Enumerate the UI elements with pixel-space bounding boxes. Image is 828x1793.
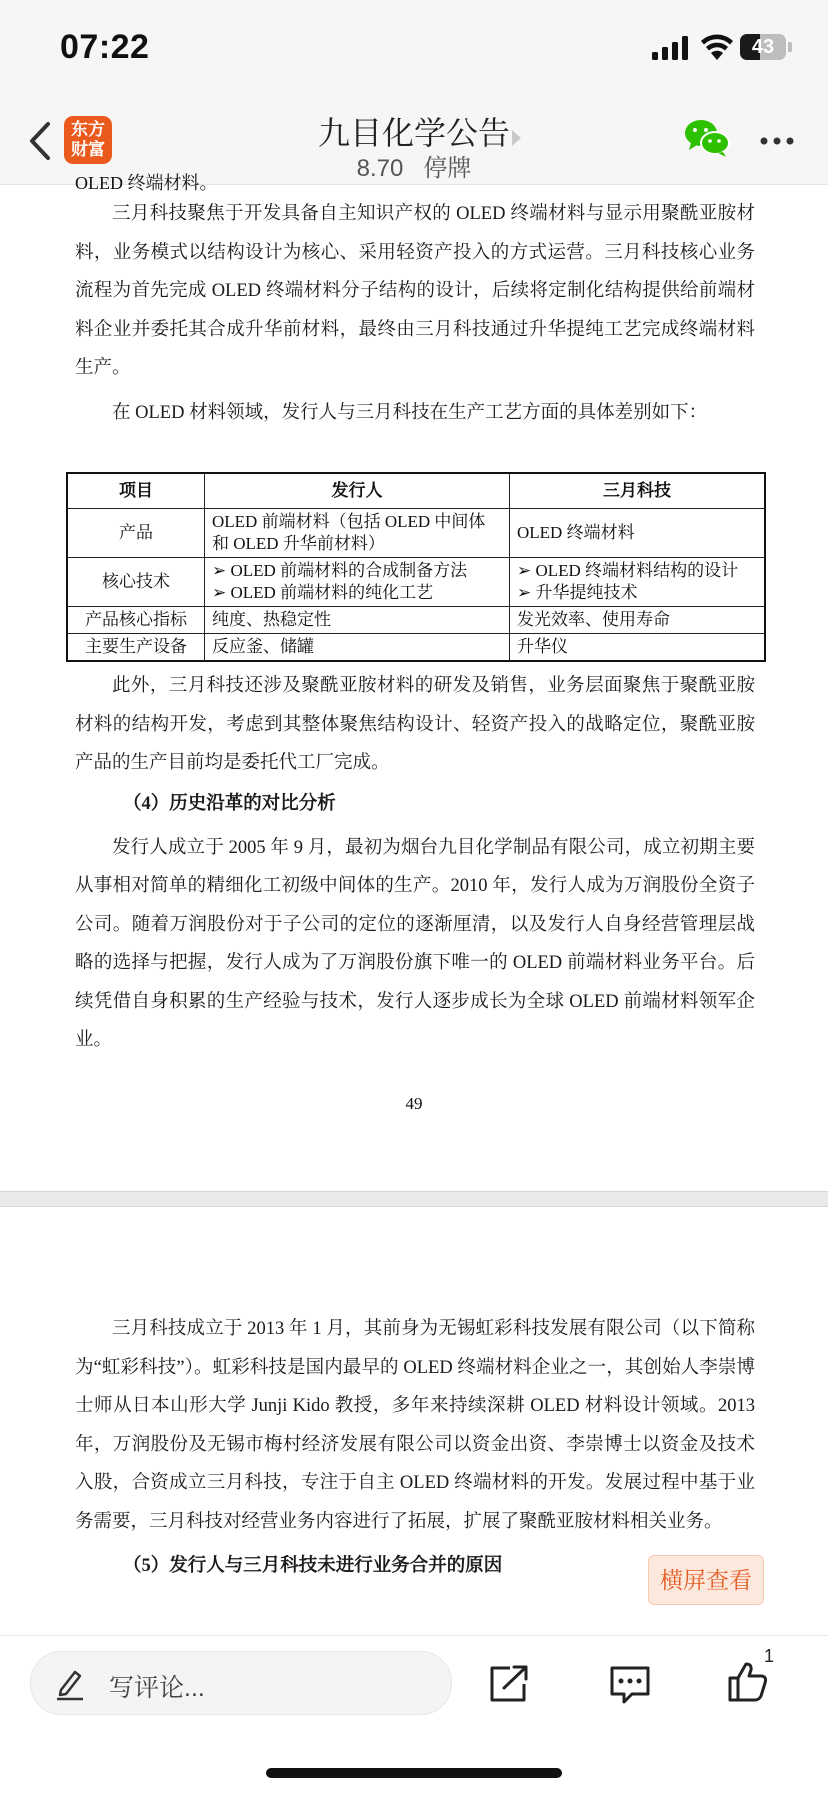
logo-line-2: 财富 [71, 140, 105, 159]
paragraph: 发行人成立于 2005 年 9 月，最初为烟台九目化学制品有限公司，成立初期主要从事相对简单的精细化工初级中间体的生产。2010 年，发行人成为万润股份全资子公司。随着万润股份对于子公司的定位的逐渐厘清，以及发行人自身经营管理层战略的选择与把握，发行人成为了万润股份旗下唯一的 OLED 前端材料业务平台。后续凭借自身积累的生产经验与技术，发行人逐步成长为全球 OLED 前端材料领军企业。 [75, 837, 755, 1050]
table-cell-issuer [205, 558, 510, 607]
page-50 [75, 1310, 755, 1585]
wechat-share-icon[interactable] [684, 118, 730, 158]
page-separator [0, 1191, 828, 1207]
section-heading: （5）发行人与三月科技未进行业务合并的原因 [123, 1556, 503, 1576]
comments-icon[interactable] [608, 1664, 652, 1704]
table-cell-line: ➢ OLED 前端材料的合成制备方法 [212, 561, 468, 580]
like-count: 1 [764, 1646, 775, 1666]
paragraph: 三月科技成立于 2013 年 1 月，其前身为无锡虹彩科技发展有限公司（以下简称为“虹彩科技”）。虹彩科技是国内最早的 OLED 终端材料企业之一，其创始人李崇博士师从日本山形大学 Junji Kido 教授，多年来持续深耕 OLED 材料设计领域。2013 年，万润股份及无锡市梅村经济发展有限公司以资金出资、李崇博士以资金及技术入股，合资成立三月科技，专注于自主 OLED 终端材料的开发。发展过程中基于业务需要，三月科技对经营业务内容进行了拓展，扩展了聚酰亚胺材料相关业务。 [75, 1319, 755, 1532]
table-cell-line: 升华仪 [517, 637, 568, 656]
comment-placeholder: 写评论... [109, 1674, 205, 1702]
section-heading: （4）历史沿革的对比分析 [123, 793, 336, 814]
table-cell-item: 产品核心指标 [67, 607, 205, 634]
battery-tip [788, 42, 792, 52]
comparison-table-wrap [66, 472, 766, 662]
table-cell-line: 反应釜、储罐 [212, 637, 314, 656]
table-cell-item: 核心技术 [67, 558, 205, 607]
table-cell-line: ➢ OLED 终端材料结构的设计 [517, 561, 739, 580]
comment-input[interactable] [30, 1651, 452, 1715]
pencil-icon [55, 1666, 85, 1700]
table-cell-item: 产品 [67, 509, 205, 558]
table-row [67, 634, 765, 662]
page-number: 49 [405, 1094, 423, 1113]
table-cell-sanyue [510, 558, 766, 607]
paragraph: 在 OLED 材料领域，发行人与三月科技在生产工艺方面的具体差别如下： [112, 402, 708, 423]
table-header: 三月科技 [510, 473, 766, 509]
paragraph: 三月科技聚焦于开发具备自主知识产权的 OLED 终端材料与显示用聚酰亚胺材料，业务模式以结构设计为核心、采用轻资产投入的方式运营。三月科技核心业务流程为首先完成 OLED 终端材料分子结构的设计，后续将定制化结构提供给前端材料企业并委托其合成升华前材料，最终由三月科技通过升华提纯工艺完成终端材料生产。 [75, 204, 755, 378]
table-cell-line: OLED 前端材料（包括 OLED 中间体和 OLED 升华前材料） [212, 512, 486, 553]
page-49-upper [75, 195, 755, 432]
table-cell-line: 发光效率、使用寿命 [517, 610, 670, 629]
battery-level: 43 [751, 36, 775, 58]
table-row [67, 607, 765, 634]
landscape-view-button[interactable]: 横屏查看 [648, 1555, 764, 1605]
paragraph: 此外，三月科技还涉及聚酰亚胺材料的研发及销售，业务层面聚焦于聚酰亚胺材料的结构开发，考虑到其整体聚焦结构设计、轻资产投入的战略定位，聚酰亚胺产品的生产目前均是委托代工厂完成。 [75, 676, 755, 773]
page-49-lower [75, 667, 755, 1060]
table-cell-item: 主要生产设备 [67, 634, 205, 662]
logo-line-1: 东方 [71, 120, 105, 139]
wifi-icon [700, 34, 734, 60]
table-cell-sanyue [510, 607, 766, 634]
caret-right-icon [512, 130, 521, 146]
bottom-action-bar [0, 1635, 828, 1793]
table-row [67, 509, 765, 558]
table-cell-line: ➢ OLED 前端材料的纯化工艺 [212, 583, 434, 602]
table-cell-line: 纯度、热稳定性 [212, 610, 331, 629]
share-icon[interactable] [488, 1664, 530, 1704]
cellular-signal-icon [652, 36, 690, 60]
home-indicator[interactable] [266, 1768, 562, 1778]
table-row [67, 558, 765, 607]
table-cell-sanyue [510, 634, 766, 662]
more-menu-icon[interactable] [760, 136, 794, 146]
table-header: 项目 [67, 473, 205, 509]
table-cell-issuer [205, 509, 510, 558]
table-cell-sanyue [510, 509, 766, 558]
status-bar [0, 0, 828, 100]
table-cell-issuer [205, 607, 510, 634]
table-cell-line: ➢ 升华提纯技术 [517, 583, 638, 602]
comparison-table [66, 472, 766, 662]
document-viewer[interactable] [0, 173, 828, 1635]
stock-title[interactable]: 九目化学公告 [317, 115, 510, 151]
battery-icon [740, 34, 786, 60]
table-cell-issuer [205, 634, 510, 662]
stock-state: 停牌 [423, 155, 472, 182]
status-time: 07:22 [60, 28, 150, 66]
table-header: 发行人 [205, 473, 510, 509]
table-cell-line: OLED 终端材料 [517, 523, 635, 542]
table-header-row [67, 473, 765, 509]
stock-price: 8.70 [356, 155, 404, 182]
cut-off-line: OLED 终端材料。 [75, 173, 218, 193]
